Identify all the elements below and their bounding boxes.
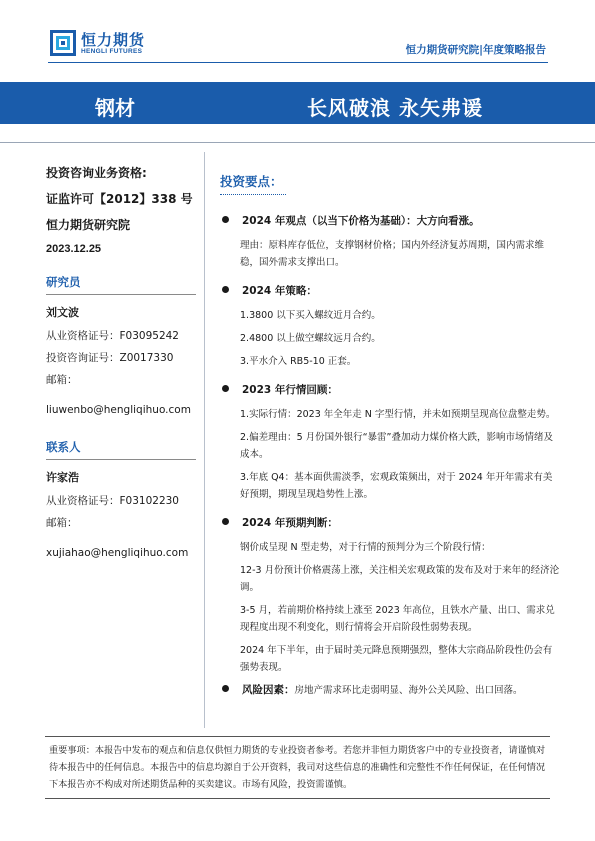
disclaimer-box: 重要事项：本报告中发布的观点和信息仅供恒力期货的专业投资者参考。若您并非恒力期货客户中的专业投资者，请谨慎对待本报告中的任何信息。本报告中的信息均源自于公开资料，我司对这些信息的准确性和完整性不作任何保证，在任何情况下本报告亦不构成对所述期货品种的买卖建议。市场有风险，投资需谨慎。	[45, 736, 550, 799]
point-risk-factors	[220, 682, 560, 699]
contact-email-link[interactable]: xujiahao@hengliqihuo.com	[46, 547, 189, 559]
column-divider	[204, 152, 205, 728]
review-item: 3.年底 Q4：基本面供需淡季，宏观政策频出，对于 2024 年开年需求有美好预期，期现呈现趋势性上涨。	[240, 472, 553, 500]
strategy-item: 3.平水介入 RB5-10 正套。	[240, 356, 357, 367]
forecast-item: 钢价成呈现 N 型走势，对于行情的预判分为三个阶段行情：	[240, 542, 491, 553]
left-sidebar	[46, 160, 196, 564]
point-2024-forecast	[220, 515, 560, 531]
researcher-email-label: 邮箱：	[46, 374, 78, 386]
researcher-heading: 研究员	[46, 274, 196, 295]
point-body: 理由：原料库存低位，支撑钢材价格；国内外经济复苏周期，国内需求维稳，国外需求支撑出口。	[240, 240, 545, 268]
report-title: 长风破浪 永矢弗谖	[307, 96, 483, 120]
review-item: 2.偏差理由：5 月份国外银行“暴雷”叠加动力煤价格大跌，影响市场情绪及成本。	[240, 432, 553, 460]
point-heading: 2023 年行情回顾：	[242, 384, 338, 396]
point-heading: 2024 年策略：	[242, 285, 317, 297]
forecast-item: 12-3 月份预计价格震荡上涨，关注相关宏观政策的发布及对于来年的经济沦调。	[240, 565, 560, 593]
page-header	[0, 0, 595, 72]
point-2023-review	[220, 382, 560, 398]
researcher-practice-id: 从业资格证号：F03095242	[46, 330, 179, 342]
license-line: 证监许可【2012】338 号	[46, 192, 193, 206]
point-2024-view	[220, 213, 560, 229]
strategy-item: 1.3800 以下买入螺纹近月合约。	[240, 310, 381, 321]
bullet-icon	[222, 685, 229, 692]
company-logo	[50, 30, 155, 62]
review-item: 1.实际行情：2023 年全年走 N 字型行情，并未如预期呈现高位盘整走势。	[240, 409, 556, 420]
forecast-item: 2024 年下半年，由于届时美元降息预期强烈，整体大宗商品阶段性仍会有强势表现。	[240, 645, 553, 673]
bullet-icon	[222, 286, 229, 293]
contact-email-label: 邮箱：	[46, 517, 78, 529]
key-points-section	[220, 172, 560, 699]
forecast-item: 3-5 月，若前期价格持续上涨至 2023 年高位，且铁水产量、出口、需求兑现程度出现不利变化，则行情将会开启阶段性弱势表现。	[240, 605, 555, 633]
contact-practice-id: 从业资格证号：F03102230	[46, 495, 179, 507]
logo-chinese-name: 恒力期货	[81, 31, 146, 49]
logo-english-name: HENGLI FUTURES	[81, 48, 143, 55]
header-divider	[48, 62, 548, 63]
key-points-title: 投资要点：	[220, 172, 286, 195]
report-type-tag: 恒力期货研究院|年度策略报告	[405, 44, 546, 56]
strategy-item: 2.4800 以上做空螺纹远月合约。	[240, 333, 381, 344]
report-subject: 钢材	[95, 96, 135, 120]
report-date: 2023.12.25	[46, 243, 102, 255]
hengli-logo-icon	[50, 30, 76, 56]
band-divider	[0, 142, 595, 143]
researcher-name: 刘文波	[46, 306, 79, 319]
point-heading: 2024 年预期判断：	[242, 517, 338, 529]
bullet-icon	[222, 385, 229, 392]
contact-heading: 联系人	[46, 439, 196, 460]
point-2024-strategy	[220, 283, 560, 299]
risk-label: 风险因素：	[242, 684, 295, 696]
institute-line: 恒力期货研究院	[46, 218, 131, 232]
point-heading: 2024 年观点（以当下价格为基础）：大方向看涨。	[242, 215, 480, 227]
researcher-email-link[interactable]: liuwenbo@hengliqihuo.com	[46, 404, 191, 416]
contact-name: 许家浩	[46, 471, 79, 484]
bullet-icon	[222, 518, 229, 525]
title-band	[0, 82, 595, 124]
bullet-icon	[222, 216, 229, 223]
researcher-consult-id: 投资咨询证号：Z0017330	[46, 352, 174, 364]
qualification-line: 投资咨询业务资格:	[46, 166, 147, 180]
risk-text: 房地产需求环比走弱明显、海外公关风险、出口回落。	[294, 685, 523, 696]
